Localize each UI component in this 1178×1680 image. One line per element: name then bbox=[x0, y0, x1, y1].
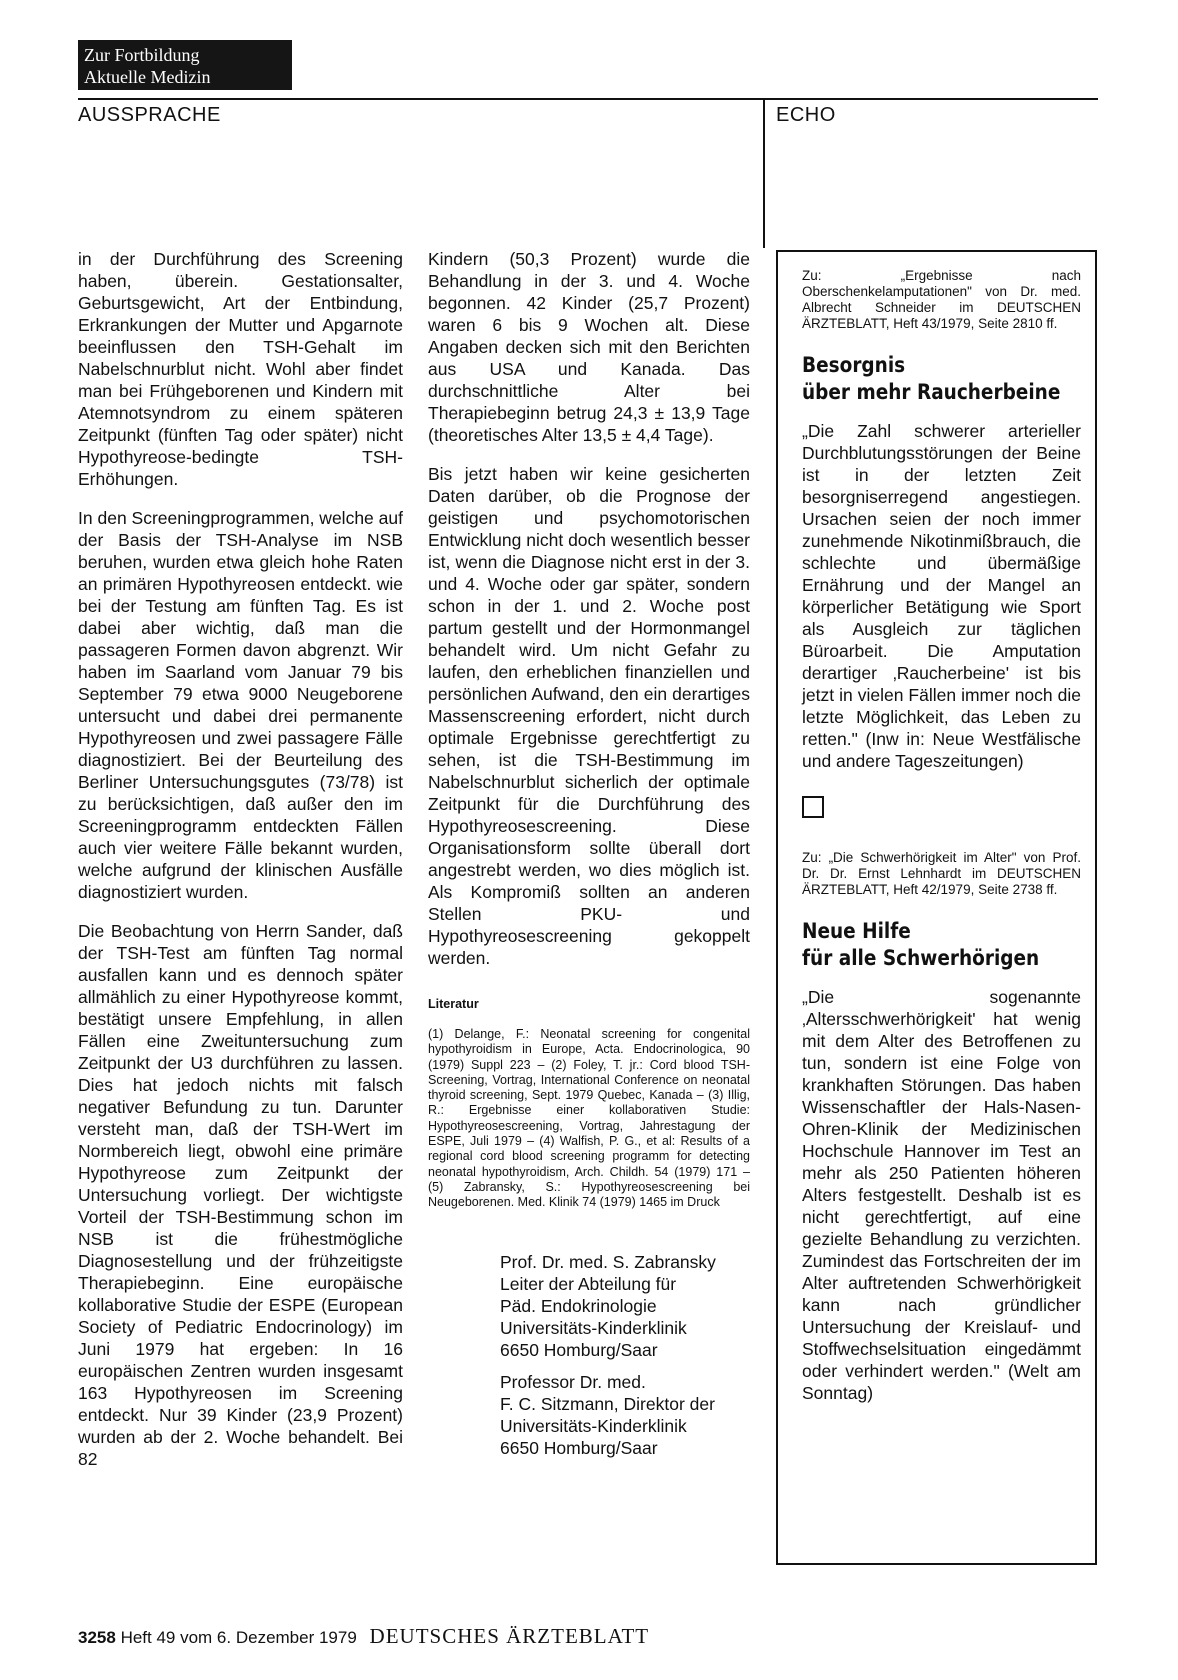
signature-line: 6650 Homburg/Saar bbox=[500, 1339, 658, 1360]
signature-line: Professor Dr. med. bbox=[500, 1371, 646, 1392]
signature-line: Päd. Endokrinologie bbox=[500, 1295, 657, 1316]
echo-headline-2 bbox=[802, 918, 1048, 972]
section-label-line2: Aktuelle Medizin bbox=[84, 67, 211, 87]
journal-name: DEUTSCHES ÄRZTEBLATT bbox=[369, 1624, 650, 1648]
section-heading-aussprache: AUSSPRACHE bbox=[78, 104, 221, 126]
author-address-1 bbox=[500, 1251, 750, 1361]
header-rule bbox=[78, 98, 1098, 100]
page-number: 3258 bbox=[78, 1628, 116, 1647]
section-heading-echo: ECHO bbox=[776, 104, 836, 126]
echo-headline-line: Besorgnis bbox=[802, 353, 906, 377]
echo-headline-line: für alle Schwerhörigen bbox=[802, 946, 1040, 970]
echo-reference-1: Zu: „Ergebnisse nach Oberschenkelamputationen" von Dr. med. Albrecht Schneider im DEUTSCHEN ÄRZTEBLATT, Heft 43/1979, Seite 2810 ff. bbox=[802, 268, 1081, 331]
article-column-1 bbox=[78, 248, 403, 1487]
paragraph: Kindern (50,3 Prozent) wurde die Behandlung in der 3. und 4. Woche begonnen. 42 Kinder (25,7 Prozent) waren 6 bis 9 Wochen alt. Diese Angaben decken sich mit den Berichten aus USA und Kanada. Das durchschnittliche Alter bei Therapiebeginn betrug 24,3 ± 13,9 Tage (theoretisches Alter 13,5 ± 4,4 Tage). bbox=[428, 249, 750, 445]
echo-box bbox=[776, 250, 1097, 1565]
section-label-line1: Zur Fortbildung bbox=[84, 45, 200, 65]
signature-line: Universitäts-Kinderklinik bbox=[500, 1317, 687, 1338]
paragraph: in der Durchführung des Screening haben, überein. Gestationsalter, Geburtsgewicht, Art der Entbindung, Erkrankungen der Mutter und Apgarnote beeinflussen den TSH-Gehalt im Nabelschnurblut nicht. Wohl aber findet man bei Frühgeborenen und Kindern mit Atemnotsyndrom zu einem späteren Zeitpunkt (fünften Tag oder später) nicht Hypothyreose-bedingte TSH-Erhöhungen. bbox=[78, 249, 403, 489]
author-signatures bbox=[500, 1251, 750, 1459]
paragraph: Die Beobachtung von Herrn Sander, daß der TSH-Test am fünften Tag normal ausfallen kann und es dennoch später allmählich zu einer Hypothyreose kommt, bestätigt unsere Empfehlung, in allen Fällen eine Zweituntersuchung zum Zeitpunkt der U3 durchführen zu lassen. Dies hat jedoch nichts mit falsch negativer Befundung zu tun. Darunter versteht man, daß der TSH-Wert im Normbereich liegt, obwohl eine primäre Hypothyreose zum Zeitpunkt der Untersuchung vorliegt. Der wichtigste Vorteil der TSH-Bestimmung schon im NSB ist die frühestmögliche Diagnosestellung und der frühzeitigste Therapiebeginn. Eine europäische kollaborative Studie der ESPE (European Society of Pediatric Endocrinology) im Juni 1979 hat ergeben: In 16 europäischen Zentren wurden insgesamt 163 Hypothyreosen im Screening entdeckt. Nur 39 Kinder (23,9 Prozent) wurden ab der 2. Woche behandelt. Bei 82 bbox=[78, 921, 403, 1469]
paragraph: In den Screeningprogrammen, welche auf der Basis der TSH-Analyse im NSB beruhen, wurden etwa gleich hohe Raten an primären Hypothyreosen entdeckt. wie bei der Testung am fünften Tag. Es ist dabei aber wichtig, daß man die passageren Formen davon abgrenzt. Wir haben im Saarland vom Januar 79 bis September 79 etwa 9000 Neugeborene untersucht und dabei drei permanente Hypothyreosen und zwei passagere Fälle diagnostiziert. Bei der Beurteilung des Berliner Untersuchungsgutes (73/78) ist zu berücksichtigen, daß außer den im Screeningprogramm entdeckten Fällen auch vier weitere Fälle bekannt wurden, welche aufgrund der klinischen Ausfälle diagnostiziert wurden. bbox=[78, 508, 403, 902]
author-address-2 bbox=[500, 1371, 750, 1459]
issue-info: Heft 49 vom 6. Dezember 1979 bbox=[120, 1628, 357, 1647]
echo-headline-line: Neue Hilfe bbox=[802, 919, 911, 943]
echo-headline-1 bbox=[802, 352, 1061, 406]
literature-references: (1) Delange, F.: Neonatal screening for congenital hypothyroidism in Europe, Acta. Endocrinologica, 90 (1979) Suppl 223 – (2) Foley, T. jr.: Cord blood TSH-Screening, Vortrag, International Conference on neonatal thyroid screening, Sept. 1979 Quebec, Kanada – (3) Illig, R.: Ergebnisse einer kollaborativen Studie: Hypothyreosescreening, Vortrag, Jahrestagung der ESPE, Juli 1979 – (4) Walfish, P. G., et al: Results of a regional cord blood screening programm for detecting neonatal hypothyroidism, Arch. Childh. 54 (1979) 171 – (5) Zabransky, S.: Hypothyreosescreening bei Neugeborenen. Med. Klinik 74 (1979) 1465 im Druck bbox=[428, 1027, 750, 1210]
signature-line: Leiter der Abteilung für bbox=[500, 1273, 677, 1294]
article-column-2 bbox=[428, 248, 750, 1469]
signature-line: Universitäts-Kinderklinik bbox=[500, 1415, 687, 1436]
literature-heading: Literatur bbox=[428, 997, 479, 1011]
header-column-divider bbox=[763, 98, 765, 248]
echo-reference-2: Zu: „Die Schwerhörigkeit im Alter" von Prof. Dr. Dr. Ernst Lehnhardt im DEUTSCHEN ÄRZTEBLATT, Heft 42/1979, Seite 2738 ff. bbox=[802, 850, 1081, 897]
echo-quote-1: „Die Zahl schwerer arterieller Durchblutungsstörungen der Beine ist in der letzten Zeit besorgniserregend angestiegen. Ursachen seien der noch immer zunehmende Nikotinmißbrauch, die schlechte und übermäßige Ernährung und der Mangel an körperlicher Betätigung wie Sport als Ausgleich zur täglichen Büroarbeit. Die Amputation derartiger ‚Raucherbeine' ist bis jetzt in vielen Fällen immer noch die letzte Möglichkeit, das Leben zu retten." (Inw in: Neue Westfälische und andere Tageszeitungen) bbox=[802, 421, 1081, 771]
section-label bbox=[78, 40, 292, 90]
signature-line: Prof. Dr. med. S. Zabransky bbox=[500, 1251, 716, 1272]
signature-line: F. C. Sitzmann, Direktor der bbox=[500, 1393, 715, 1414]
paragraph: Bis jetzt haben wir keine gesicherten Daten darüber, ob die Prognose der geistigen und psychomotorischen Entwicklung nicht doch wesentlich besser ist, wenn die Diagnose nicht erst in der 3. und 4. Woche oder gar später, sondern schon in der 1. und 2. Woche post partum gestellt und der Hormonmangel behandelt wird. Um nicht Gefahr zu laufen, den erheblichen finanziellen und persönlichen Aufwand, den ein derartiges Massenscreening erfordert, nicht durch optimale Ergebnisse gerechtfertigt zu sehen, ist die TSH-Bestimmung im Nabelschnurblut sicherlich der optimale Zeitpunkt für die Durchführung des Hypothyreosescreening. Diese Organisationsform sollte überall dort angestrebt werden, wo dies möglich ist. Als Kompromiß sollten an anderen Stellen PKU- und Hypothyreosescreening gekoppelt werden. bbox=[428, 464, 750, 968]
signature-line: 6650 Homburg/Saar bbox=[500, 1437, 658, 1458]
echo-headline-line: über mehr Raucherbeine bbox=[802, 380, 1061, 404]
page-footer bbox=[78, 1624, 649, 1649]
echo-quote-2: „Die sogenannte ‚Altersschwerhörigkeit' hat wenig mit dem Alter des Betroffenen zu tun, sondern ist eine Folge von krankhaften Störungen. Das haben Wissenschaftler der Hals-Nasen-Ohren-Klinik der Medizinischen Hochschule Hannover im Test an mehr als 250 Patienten höheren Alters festgestellt. Deshalb ist es nicht gerechtfertigt, auf eine gezielte Behandlung zu verzichten. Zumindest das Fortschreiten der im Alter auftretenden Schwerhörigkeit kann nach gründlicher Untersuchung der Kreislauf- und Stoffwechselsituation eingedämmt oder verhindert werden." (Welt am Sonntag) bbox=[802, 987, 1081, 1403]
end-mark-square bbox=[802, 796, 824, 818]
